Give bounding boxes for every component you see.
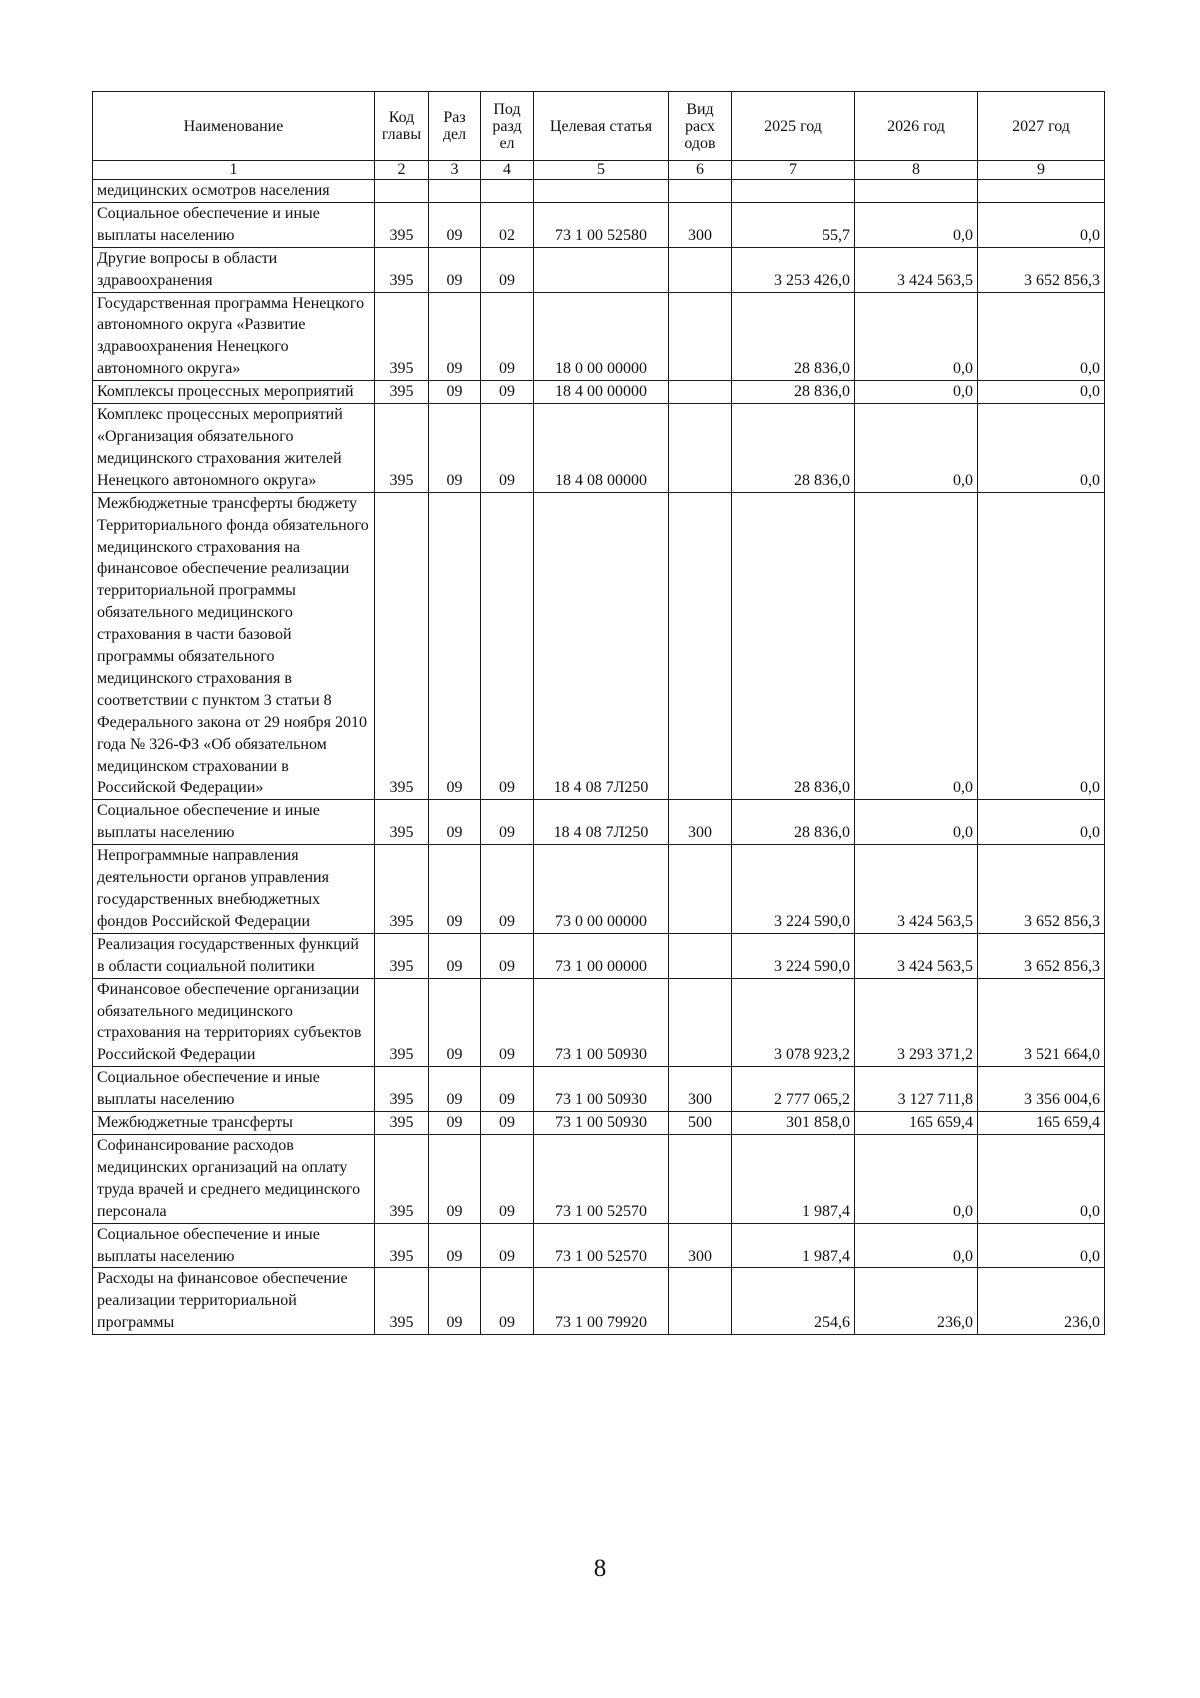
row-name: Комплексы процессных мероприятий — [93, 381, 375, 404]
row-name: Финансовое обеспечение организации обязательного медицинского страхования на территориях субъектов Российской Федерации — [93, 978, 375, 1067]
table-row — [93, 933, 1105, 978]
row-razdel: 09 — [429, 1112, 481, 1135]
row-name: Межбюджетные трансферты бюджету Территориального фонда обязательного медицинского страхования на финансовое обеспечение реализации территориальной программы обязательного медицинского страхования в части базовой программы обязательного медицинского страхования в соответствии с пунктом 3 статьи 8 Федерального закона от 29 ноября 2010 года № 326-ФЗ «Об обязательном медицинском страховании в Российской Федерации» — [93, 492, 375, 800]
row-vid-rashodov — [669, 1134, 732, 1223]
row-amount-2027: 3 652 856,3 — [978, 845, 1105, 934]
row-celevaya-statya: 18 4 08 7Л250 — [534, 492, 669, 800]
row-razdel: 09 — [429, 800, 481, 845]
row-amount-2025 — [732, 180, 855, 203]
row-razdel: 09 — [429, 1134, 481, 1223]
row-kod-glavy: 395 — [375, 202, 429, 247]
row-amount-2025: 3 253 426,0 — [732, 247, 855, 292]
row-amount-2025: 3 078 923,2 — [732, 978, 855, 1067]
row-amount-2027: 0,0 — [978, 292, 1105, 381]
row-celevaya-statya: 73 1 00 50930 — [534, 978, 669, 1067]
row-podrazdel: 09 — [481, 381, 534, 404]
row-amount-2027: 0,0 — [978, 800, 1105, 845]
row-kod-glavy: 395 — [375, 933, 429, 978]
table-row — [93, 978, 1105, 1067]
row-amount-2026: 3 424 563,5 — [855, 933, 978, 978]
row-vid-rashodov: 300 — [669, 800, 732, 845]
row-kod-glavy: 395 — [375, 1223, 429, 1268]
header-row — [93, 92, 1105, 161]
row-amount-2026: 0,0 — [855, 292, 978, 381]
row-kod-glavy: 395 — [375, 845, 429, 934]
row-amount-2026: 0,0 — [855, 202, 978, 247]
row-amount-2026: 0,0 — [855, 800, 978, 845]
row-amount-2026: 0,0 — [855, 492, 978, 800]
column-number: 1 — [93, 161, 375, 180]
row-podrazdel: 09 — [481, 1112, 534, 1135]
row-name: Реализация государственных функций в области социальной политики — [93, 933, 375, 978]
row-vid-rashodov — [669, 381, 732, 404]
row-vid-rashodov — [669, 247, 732, 292]
row-kod-glavy: 395 — [375, 978, 429, 1067]
row-amount-2025: 28 836,0 — [732, 800, 855, 845]
row-razdel: 09 — [429, 492, 481, 800]
row-vid-rashodov — [669, 180, 732, 203]
row-razdel: 09 — [429, 292, 481, 381]
table-row — [93, 845, 1105, 934]
row-amount-2026: 236,0 — [855, 1268, 978, 1335]
row-kod-glavy: 395 — [375, 1268, 429, 1335]
row-kod-glavy: 395 — [375, 1112, 429, 1135]
row-razdel: 09 — [429, 247, 481, 292]
row-vid-rashodov — [669, 1268, 732, 1335]
row-name: Социальное обеспечение и иные выплаты населению — [93, 202, 375, 247]
row-amount-2025: 1 987,4 — [732, 1134, 855, 1223]
row-vid-rashodov — [669, 845, 732, 934]
row-podrazdel: 09 — [481, 978, 534, 1067]
page-number: 8 — [593, 1555, 607, 1582]
row-podrazdel: 09 — [481, 1223, 534, 1268]
row-podrazdel: 09 — [481, 292, 534, 381]
header-vid-rashodov: Вид расх одов — [669, 92, 732, 161]
table-row — [93, 202, 1105, 247]
row-name: Социальное обеспечение и иные выплаты населению — [93, 800, 375, 845]
row-podrazdel: 09 — [481, 800, 534, 845]
row-amount-2025: 3 224 590,0 — [732, 933, 855, 978]
row-celevaya-statya: 73 1 00 52570 — [534, 1223, 669, 1268]
column-number: 3 — [429, 161, 481, 180]
header-2026: 2026 год — [855, 92, 978, 161]
row-podrazdel: 09 — [481, 247, 534, 292]
row-amount-2025: 3 224 590,0 — [732, 845, 855, 934]
row-amount-2027: 3 652 856,3 — [978, 933, 1105, 978]
row-kod-glavy: 395 — [375, 292, 429, 381]
row-razdel: 09 — [429, 381, 481, 404]
table-row — [93, 1112, 1105, 1135]
row-kod-glavy — [375, 180, 429, 203]
row-name: Социальное обеспечение и иные выплаты населению — [93, 1223, 375, 1268]
row-amount-2027: 0,0 — [978, 404, 1105, 493]
row-podrazdel: 09 — [481, 1268, 534, 1335]
row-kod-glavy: 395 — [375, 1067, 429, 1112]
column-number: 6 — [669, 161, 732, 180]
row-celevaya-statya: 73 1 00 50930 — [534, 1112, 669, 1135]
row-celevaya-statya: 73 0 00 00000 — [534, 845, 669, 934]
row-amount-2026: 0,0 — [855, 381, 978, 404]
row-podrazdel — [481, 180, 534, 203]
row-razdel: 09 — [429, 1268, 481, 1335]
table-row — [93, 1134, 1105, 1223]
row-amount-2027: 3 356 004,6 — [978, 1067, 1105, 1112]
row-amount-2027: 165 659,4 — [978, 1112, 1105, 1135]
row-amount-2025: 254,6 — [732, 1268, 855, 1335]
column-number: 2 — [375, 161, 429, 180]
row-kod-glavy: 395 — [375, 381, 429, 404]
row-amount-2026: 165 659,4 — [855, 1112, 978, 1135]
row-amount-2025: 1 987,4 — [732, 1223, 855, 1268]
row-kod-glavy: 395 — [375, 800, 429, 845]
row-amount-2025: 28 836,0 — [732, 292, 855, 381]
row-amount-2025: 28 836,0 — [732, 381, 855, 404]
table-row — [93, 800, 1105, 845]
row-celevaya-statya: 18 4 08 00000 — [534, 404, 669, 493]
row-amount-2025: 55,7 — [732, 202, 855, 247]
row-podrazdel: 09 — [481, 845, 534, 934]
column-number: 9 — [978, 161, 1105, 180]
table-row — [93, 381, 1105, 404]
header-2027: 2027 год — [978, 92, 1105, 161]
row-celevaya-statya: 18 4 00 00000 — [534, 381, 669, 404]
header-name: Наименование — [93, 92, 375, 161]
row-vid-rashodov — [669, 978, 732, 1067]
row-amount-2026 — [855, 180, 978, 203]
header-podrazdel: Под разд ел — [481, 92, 534, 161]
row-celevaya-statya: 73 1 00 79920 — [534, 1268, 669, 1335]
row-vid-rashodov — [669, 933, 732, 978]
row-kod-glavy: 395 — [375, 404, 429, 493]
row-amount-2027: 0,0 — [978, 381, 1105, 404]
row-amount-2027: 0,0 — [978, 1223, 1105, 1268]
row-name: Государственная программа Ненецкого автономного округа «Развитие здравоохранения Ненецкого автономного округа» — [93, 292, 375, 381]
column-number: 7 — [732, 161, 855, 180]
table-row — [93, 180, 1105, 203]
row-celevaya-statya: 18 4 08 7Л250 — [534, 800, 669, 845]
table-row — [93, 404, 1105, 493]
row-amount-2026: 3 424 563,5 — [855, 845, 978, 934]
row-razdel — [429, 180, 481, 203]
row-name: медицинских осмотров населения — [93, 180, 375, 203]
row-name: Другие вопросы в области здравоохранения — [93, 247, 375, 292]
row-celevaya-statya: 73 1 00 50930 — [534, 1067, 669, 1112]
row-name: Непрограммные направления деятельности органов управления государственных внебюджетных фондов Российской Федерации — [93, 845, 375, 934]
row-podrazdel: 09 — [481, 933, 534, 978]
column-number: 8 — [855, 161, 978, 180]
budget-table — [92, 91, 1105, 1335]
row-name: Софинансирование расходов медицинских организаций на оплату труда врачей и среднего медицинского персонала — [93, 1134, 375, 1223]
row-podrazdel: 09 — [481, 492, 534, 800]
table-row — [93, 292, 1105, 381]
row-amount-2027: 0,0 — [978, 1134, 1105, 1223]
row-amount-2027: 3 521 664,0 — [978, 978, 1105, 1067]
header-kod-glavy: Код главы — [375, 92, 429, 161]
header-celevaya-statya: Целевая статья — [534, 92, 669, 161]
row-podrazdel: 09 — [481, 1067, 534, 1112]
column-number: 4 — [481, 161, 534, 180]
row-amount-2026: 0,0 — [855, 404, 978, 493]
row-razdel: 09 — [429, 1223, 481, 1268]
row-amount-2026: 3 424 563,5 — [855, 247, 978, 292]
row-amount-2026: 0,0 — [855, 1134, 978, 1223]
row-vid-rashodov: 500 — [669, 1112, 732, 1135]
row-amount-2025: 28 836,0 — [732, 404, 855, 493]
row-celevaya-statya: 18 0 00 00000 — [534, 292, 669, 381]
row-podrazdel: 02 — [481, 202, 534, 247]
row-vid-rashodov — [669, 404, 732, 493]
row-celevaya-statya: 73 1 00 52580 — [534, 202, 669, 247]
row-celevaya-statya: 73 1 00 52570 — [534, 1134, 669, 1223]
column-numbers-row — [93, 161, 1105, 180]
row-kod-glavy: 395 — [375, 492, 429, 800]
header-razdel: Раз дел — [429, 92, 481, 161]
row-vid-rashodov — [669, 492, 732, 800]
row-amount-2027: 236,0 — [978, 1268, 1105, 1335]
row-celevaya-statya — [534, 180, 669, 203]
row-razdel: 09 — [429, 978, 481, 1067]
table-row — [93, 492, 1105, 800]
row-name: Комплекс процессных мероприятий «Организация обязательного медицинского страхования жителей Ненецкого автономного округа» — [93, 404, 375, 493]
row-amount-2026: 3 127 711,8 — [855, 1067, 978, 1112]
row-amount-2027: 0,0 — [978, 202, 1105, 247]
row-amount-2025: 301 858,0 — [732, 1112, 855, 1135]
row-amount-2027: 0,0 — [978, 492, 1105, 800]
row-vid-rashodov — [669, 292, 732, 381]
row-vid-rashodov: 300 — [669, 202, 732, 247]
row-name: Социальное обеспечение и иные выплаты населению — [93, 1067, 375, 1112]
table-row — [93, 247, 1105, 292]
row-razdel: 09 — [429, 933, 481, 978]
row-razdel: 09 — [429, 202, 481, 247]
row-razdel: 09 — [429, 845, 481, 934]
row-amount-2027: 3 652 856,3 — [978, 247, 1105, 292]
row-celevaya-statya: 73 1 00 00000 — [534, 933, 669, 978]
row-amount-2027 — [978, 180, 1105, 203]
row-amount-2025: 28 836,0 — [732, 492, 855, 800]
row-razdel: 09 — [429, 1067, 481, 1112]
row-vid-rashodov: 300 — [669, 1067, 732, 1112]
header-2025: 2025 год — [732, 92, 855, 161]
row-kod-glavy: 395 — [375, 1134, 429, 1223]
row-razdel: 09 — [429, 404, 481, 493]
row-kod-glavy: 395 — [375, 247, 429, 292]
column-number: 5 — [534, 161, 669, 180]
table-row — [93, 1268, 1105, 1335]
row-podrazdel: 09 — [481, 404, 534, 493]
table-body — [93, 180, 1105, 1335]
row-name: Расходы на финансовое обеспечение реализации территориальной программы — [93, 1268, 375, 1335]
row-podrazdel: 09 — [481, 1134, 534, 1223]
row-vid-rashodov: 300 — [669, 1223, 732, 1268]
row-name: Межбюджетные трансферты — [93, 1112, 375, 1135]
row-amount-2025: 2 777 065,2 — [732, 1067, 855, 1112]
row-amount-2026: 0,0 — [855, 1223, 978, 1268]
table-row — [93, 1067, 1105, 1112]
table-row — [93, 1223, 1105, 1268]
row-celevaya-statya — [534, 247, 669, 292]
row-amount-2026: 3 293 371,2 — [855, 978, 978, 1067]
